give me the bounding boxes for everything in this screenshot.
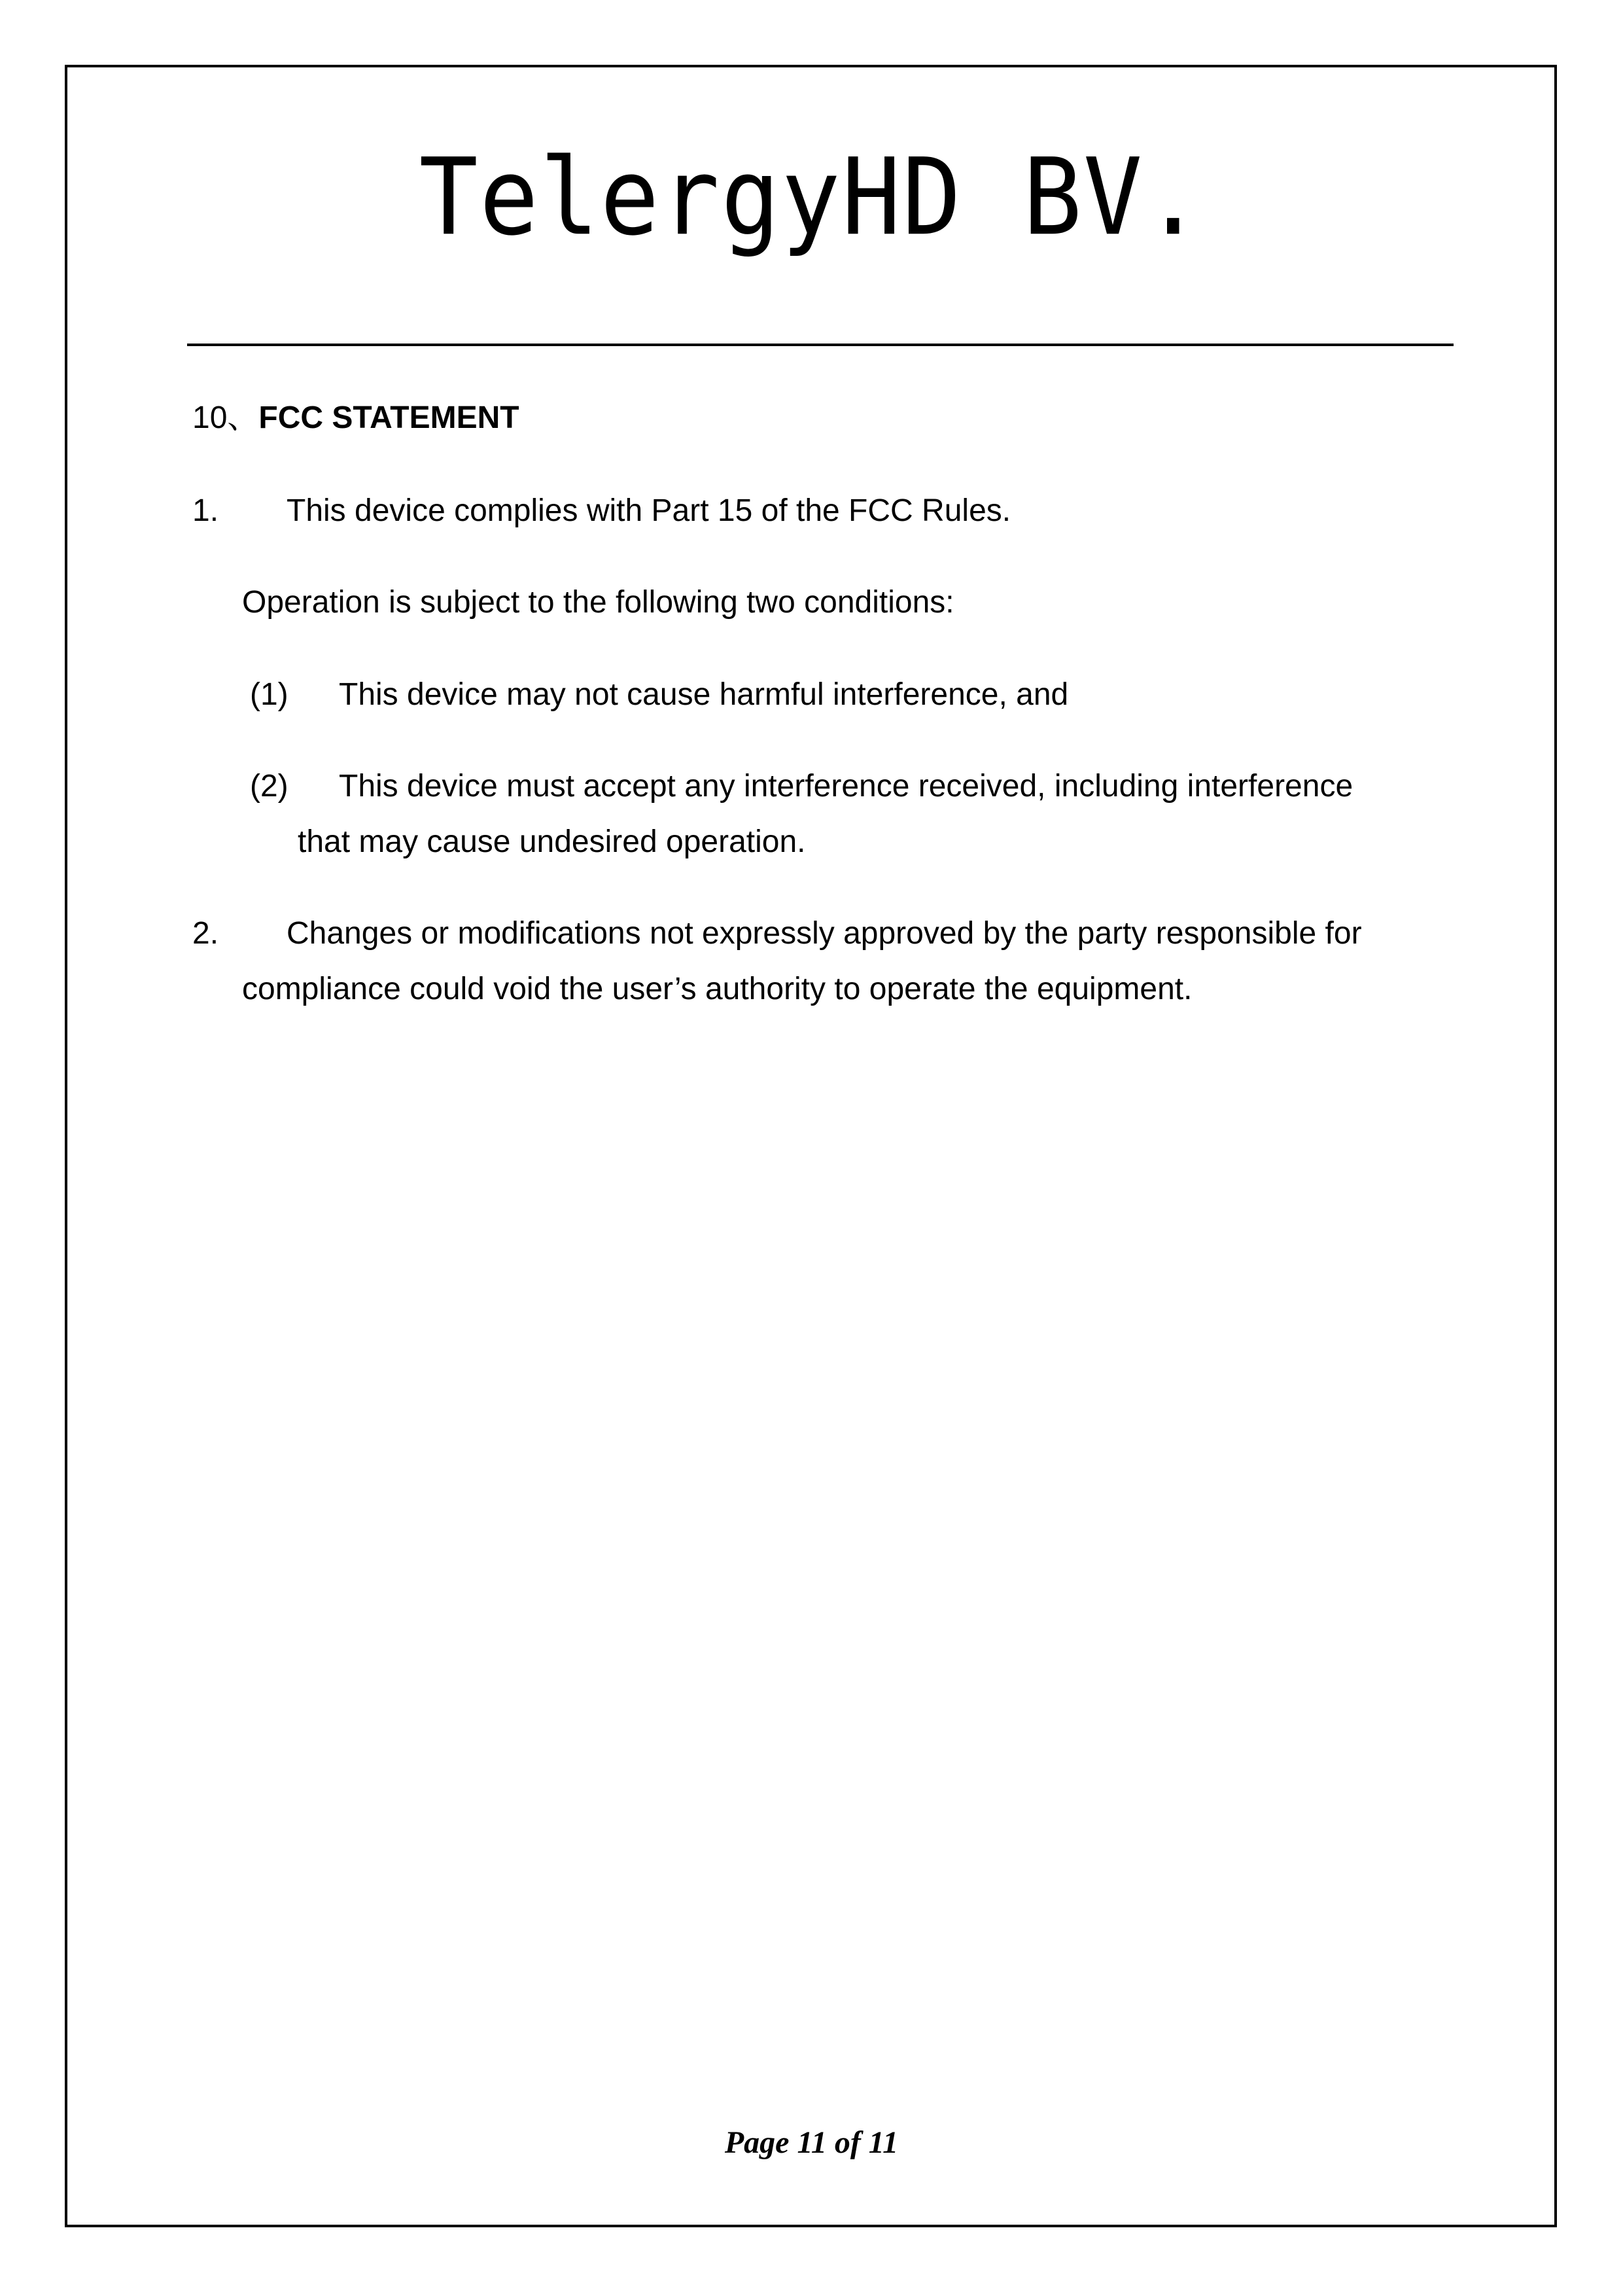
item-2-text: Changes or modifications not expressly approved by the party responsible for: [287, 916, 1362, 951]
condition-1-text: This device may not cause harmful interference, and: [339, 677, 1069, 712]
item-1-text: This device complies with Part 15 of the FCC Rules.: [287, 493, 1011, 528]
page-border: [65, 65, 1557, 2227]
condition-2-continuation: that may cause undesired operation.: [298, 824, 806, 859]
condition-2-text: This device must accept any interference received, including interference: [339, 769, 1353, 804]
item-2-number: 2.: [192, 916, 219, 951]
section-title: FCC STATEMENT: [258, 400, 519, 435]
item-1-number: 1.: [192, 493, 219, 528]
company-title: TelergyHD BV.: [419, 136, 1204, 260]
condition-1-number: (1): [250, 677, 288, 712]
header-divider: [187, 344, 1454, 346]
page-number: Page 11 of 11: [724, 2125, 899, 2160]
item-1-continuation: Operation is subject to the following two conditions:: [242, 585, 954, 620]
condition-2-number: (2): [250, 769, 288, 804]
section-number: 10、: [192, 400, 259, 435]
section-heading: [192, 398, 519, 438]
item-2-continuation: compliance could void the user’s authority to operate the equipment.: [242, 972, 1193, 1006]
